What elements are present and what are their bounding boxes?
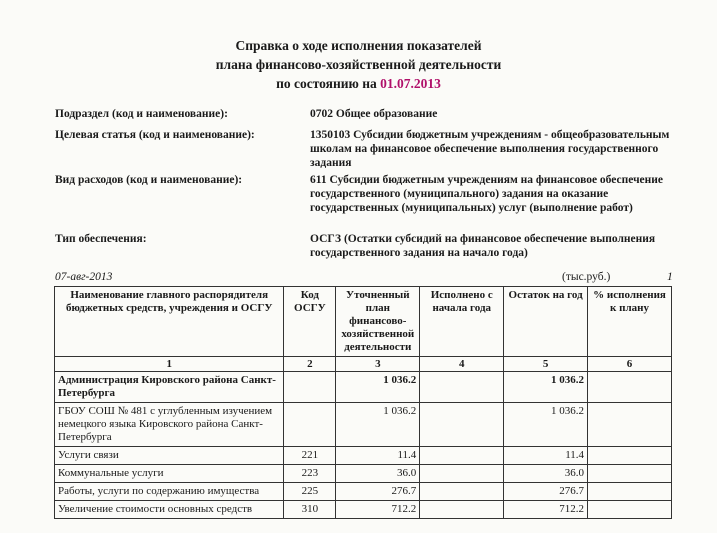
article-value: 1350103 Субсидии бюджетным учреждениям - общеобразовательным школам на финансовое обеспечение выполнения государственного задания	[310, 129, 670, 169]
units-label: (тыс.руб.)	[562, 271, 611, 283]
document-title	[0, 36, 717, 93]
row-rest: 276.7	[504, 483, 588, 501]
row-rest: 1 036.2	[504, 372, 588, 403]
row-plan: 276.7	[336, 483, 420, 501]
article-label: Целевая статья (код и наименование):	[55, 129, 255, 141]
provision-value: ОСГЗ (Остатки субсидий на финансовое обеспечение выполнения государственного задания на начало года)	[310, 233, 656, 259]
row-percent	[588, 483, 672, 501]
provision-label: Тип обеспечения:	[55, 233, 147, 245]
row-done	[420, 465, 504, 483]
table-row	[55, 465, 672, 483]
column-number: 3	[336, 357, 420, 372]
row-plan: 1 036.2	[336, 403, 420, 447]
header-code: Код ОСГУ	[284, 287, 336, 357]
expense-label: Вид расходов (код и наименование):	[55, 174, 243, 186]
table-row	[55, 447, 672, 465]
row-code: 310	[284, 501, 336, 519]
row-name: Работы, услуги по содержанию имущества	[55, 483, 284, 501]
row-done	[420, 403, 504, 447]
table-row	[55, 483, 672, 501]
subsection-label: Подраздел (код и наименование):	[55, 108, 228, 120]
column-number: 1	[55, 357, 284, 372]
row-percent	[588, 447, 672, 465]
header-plan: Уточненный план финансово-хозяйственной деятельности	[336, 287, 420, 357]
report-date: 07-авг-2013	[55, 271, 113, 283]
row-rest: 11.4	[504, 447, 588, 465]
title-line-1: Справка о ходе исполнения показателей	[235, 38, 482, 53]
row-plan: 11.4	[336, 447, 420, 465]
title-line-3-prefix: по состоянию на	[276, 76, 381, 91]
header-name: Наименование главного распорядителя бюджетных средств, учреждения и ОСГУ	[55, 287, 284, 357]
header-rest: Остаток на год	[504, 287, 588, 357]
row-plan: 1 036.2	[336, 372, 420, 403]
row-code: 223	[284, 465, 336, 483]
row-rest: 36.0	[504, 465, 588, 483]
title-line-2: плана финансово-хозяйственной деятельности	[215, 57, 502, 72]
column-number: 4	[420, 357, 504, 372]
table-row	[55, 372, 672, 403]
row-name: Увеличение стоимости основных средств	[55, 501, 284, 519]
table-row	[55, 403, 672, 447]
budget-table	[54, 286, 672, 519]
header-percent: % исполнения к плану	[588, 287, 672, 357]
row-percent	[588, 501, 672, 519]
row-plan: 36.0	[336, 465, 420, 483]
row-done	[420, 483, 504, 501]
header-done: Исполнено с начала года	[420, 287, 504, 357]
subsection-value: 0702 Общее образование	[310, 108, 438, 120]
row-done	[420, 501, 504, 519]
table-row	[55, 501, 672, 519]
row-code: 221	[284, 447, 336, 465]
report-as-of-date: 01.07.2013	[380, 76, 441, 91]
row-code	[284, 372, 336, 403]
row-plan: 712.2	[336, 501, 420, 519]
title-line-3	[0, 74, 717, 93]
row-name: Администрация Кировского района Санкт-Петербурга	[55, 372, 284, 403]
column-number-row	[55, 357, 672, 372]
row-rest: 712.2	[504, 501, 588, 519]
column-number: 5	[504, 357, 588, 372]
table-header-row	[55, 287, 672, 357]
row-done	[420, 447, 504, 465]
row-percent	[588, 372, 672, 403]
column-number: 6	[588, 357, 672, 372]
row-name: Коммунальные услуги	[55, 465, 284, 483]
page-number: 1	[667, 271, 673, 283]
row-done	[420, 372, 504, 403]
row-percent	[588, 465, 672, 483]
row-rest: 1 036.2	[504, 403, 588, 447]
column-number: 2	[284, 357, 336, 372]
expense-value: 611 Субсидии бюджетным учреждениям на финансовое обеспечение государственного (муниципального) задания на оказание государственных (муниципальных) услуг (выполнение работ)	[310, 174, 664, 214]
row-percent	[588, 403, 672, 447]
row-code	[284, 403, 336, 447]
row-code: 225	[284, 483, 336, 501]
row-name: Услуги связи	[55, 447, 284, 465]
row-name: ГБОУ СОШ № 481 с углубленным изучением немецкого языка Кировского района Санкт-Петербурга	[55, 403, 284, 447]
